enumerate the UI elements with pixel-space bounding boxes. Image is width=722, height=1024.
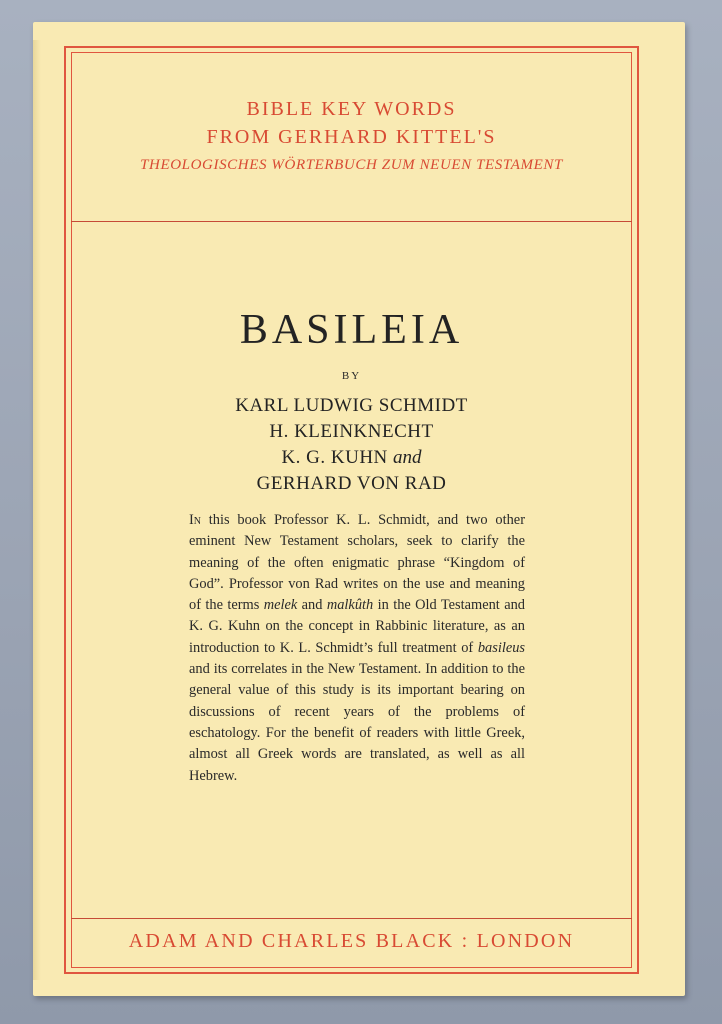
author-4: GERHARD VON RAD [256, 473, 447, 494]
blurb-text-3: in the Old Testament and K. G. Kuhn on the concept in Rabbinic literature, as an introduction to K. L. Schmidt’s full treatment of [189, 597, 525, 656]
author-3-conjunction: and [393, 447, 422, 468]
term-malkuth: malkûth [326, 597, 374, 614]
footer-divider [71, 918, 632, 919]
blurb-paragraph [189, 510, 525, 787]
term-basileus: basileus [477, 639, 525, 656]
book-title: BASILEIA [239, 307, 464, 353]
series-line-1: BIBLE KEY WORDS [246, 98, 457, 120]
blurb-lead: In [189, 512, 202, 528]
publisher-imprint: ADAM AND CHARLES BLACK : LONDON [128, 930, 575, 952]
author-3 [71, 445, 632, 471]
spine-edge [33, 40, 41, 980]
blurb-text-1: this book Professor K. L. Schmidt, and two other eminent New Testament scholars, seek to clarify the meaning of the often enigmatic phrase “Kingdom of God”. Professor von Rad writes on the use and meaning of the terms [189, 512, 525, 614]
series-line-2: FROM GERHARD KITTEL'S [206, 126, 497, 148]
author-1: KARL LUDWIG SCHMIDT [235, 395, 468, 416]
author-3-name: K. G. KUHN [281, 447, 388, 468]
series-line-3: THEOLOGISCHES WÖRTERBUCH ZUM NEUEN TESTAMENT [140, 157, 563, 173]
blurb-text-4: and its correlates in the New Testament. In addition to the general value of this study is its important bearing on discussions of recent years of the problems of eschatology. For the benefit of readers with little Greek, almost all Greek words are translated, as well as all Hebrew. [189, 661, 525, 784]
author-list [71, 393, 632, 497]
header-divider [71, 221, 632, 222]
term-melek: melek [263, 597, 298, 614]
blurb-text-2: and [297, 597, 327, 614]
series-heading [71, 95, 632, 179]
author-2: H. KLEINKNECHT [269, 421, 434, 442]
by-label: BY [341, 370, 362, 382]
